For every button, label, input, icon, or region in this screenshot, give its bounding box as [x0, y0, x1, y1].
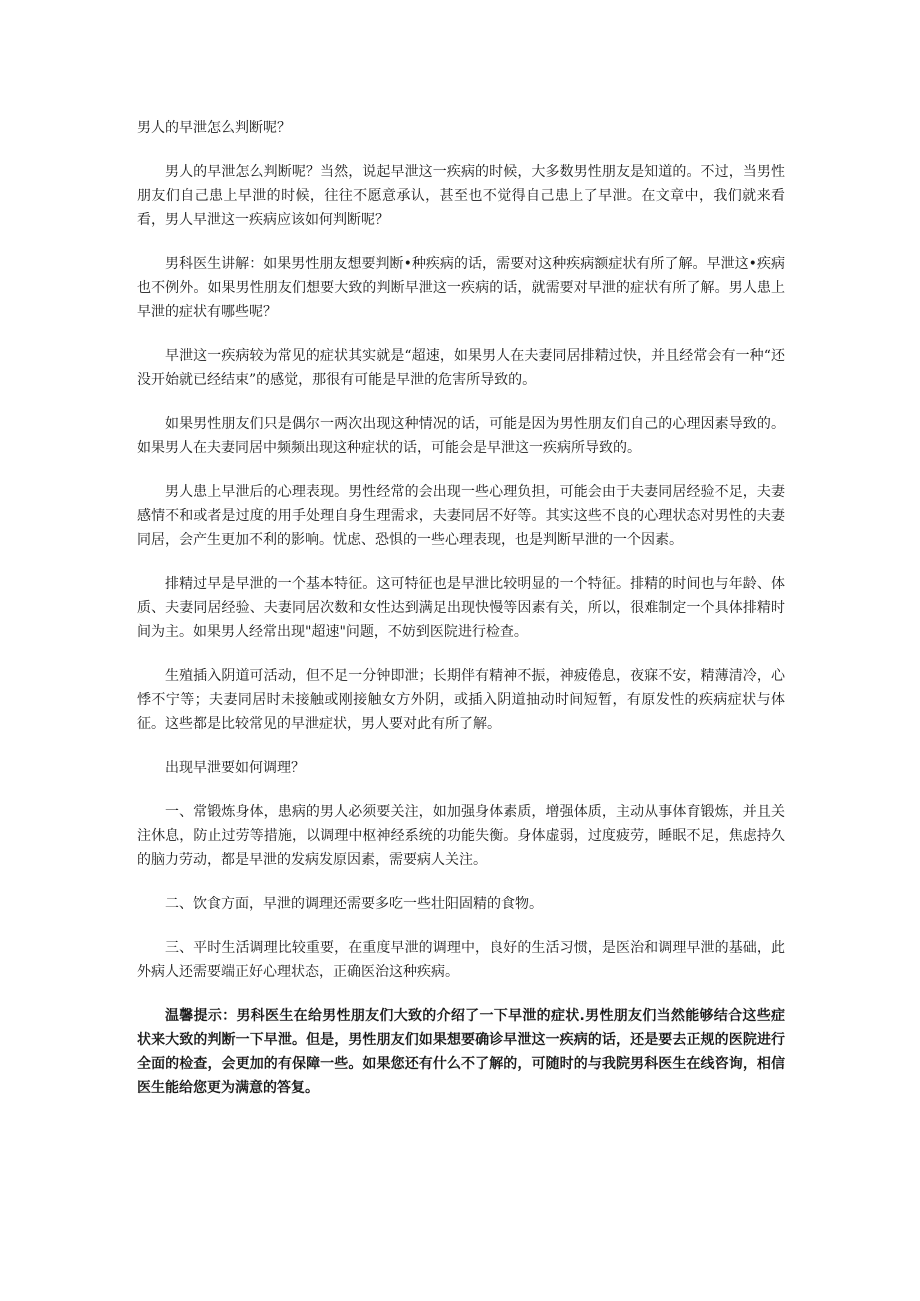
paragraph-occasional: 如果男性朋友们只是偶尔一两次出现这种情况的话，可能是因为男性朋友们自己的心理因素导致的。如果男人在夫妻同居中频频出现这种症状的话，可能会是早泄这一疾病所导致的。: [137, 416, 785, 456]
paragraph-intro: 男人的早泄怎么判断呢？当然，说起早泄这一疾病的时候，大多数男性朋友是知道的。不过，当男性朋友们自己患上早泄的时候，往往不愿意承认，甚至也不觉得自己患上了早泄。在文章中，我们就来看看，男人早泄这一疾病应该如何判断呢？: [137, 164, 785, 228]
paragraph-symptoms: 生殖插入阴道可活动，但不足一分钟即泄；长期伴有精神不振，神疲倦息，夜寐不安，精薄清冷，心悸不宁等；夫妻同居时未接触或刚接触女方外阴，或插入阴道抽动时间短暂，有原发性的疾病症状与体征。这些都是比较常见的早泄症状，男人要对此有所了解。: [137, 668, 785, 732]
article: [137, 116, 785, 1100]
paragraph-psychology: 男人患上早泄后的心理表现。男性经常的会出现一些心理负担，可能会由于夫妻同居经验不足，夫妻感情不和或者是过度的用手处理自身生理需求，夫妻同居不好等。其实这些不良的心理状态对男性的夫妻同居，会产生更加不利的影响。忧虑、恐惧的一些心理表现，也是判断早泄的一个因素。: [137, 484, 785, 548]
paragraph-exercise: 一、常锻炼身体，患病的男人必须要关注，如加强身体素质，增强体质，主动从事体育锻炼，并且关注休息，防止过劳等措施，以调理中枢神经系统的功能失衡。身体虚弱，过度疲劳，睡眠不足，焦虑持久的脑力劳动，都是早泄的发病发原因素，需要病人关注。: [137, 804, 785, 868]
page-title: 男人的早泄怎么判断呢？: [137, 120, 291, 136]
paragraph-lifestyle: 三、平时生活调理比较重要，在重度早泄的调理中，良好的生活习惯，是医治和调理早泄的基础，此外病人还需要端正好心理状态，正确医治这种疾病。: [137, 940, 785, 980]
paragraph-common-symptom: 早泄这一疾病较为常见的症状其实就是“超速，如果男人在夫妻同居排精过快，并且经常会有一种“还没开始就已经结束”的感觉，那很有可能是早泄的危害所导致的。: [137, 348, 785, 388]
section-heading: 出现早泄要如何调理？: [165, 760, 305, 776]
paragraph-doctor-explain: 男科医生讲解：如果男性朋友想要判断•种疾病的话，需要对这种疾病额症状有所了解。早泄这•疾病也不例外。如果男性朋友们想要大致的判断早泄这一疾病的话，就需要对早泄的症状有所了解。男人患上早泄的症状有哪些呢？: [137, 256, 785, 320]
paragraph-diet: 二、饮食方面，早泄的调理还需要多吃一些壮阳固精的食物。: [165, 896, 543, 912]
tip-note: 温馨提示：男科医生在给男性朋友们大致的介绍了一下早泄的症状.男性朋友们当然能够结合这些症状来大致的判断一下早泄。但是，男性朋友们如果想要确诊早泄这一疾病的话，还是要去正规的医院进行全面的检查，会更加的有保障一些。如果您还有什么不了解的，可随时的与我院男科医生在线咨询，相信医生能给您更为满意的答复。: [137, 1008, 785, 1096]
paragraph-basic-feature: 排精过早是早泄的一个基本特征。这可特征也是早泄比较明显的一个特征。排精的时间也与年龄、体质、夫妻同居经验、夫妻同居次数和女性达到满足出现快慢等因素有关，所以，很难制定一个具体排精时间为主。如果男人经常出现"超速"问题，不妨到医院进行检查。: [137, 576, 785, 640]
